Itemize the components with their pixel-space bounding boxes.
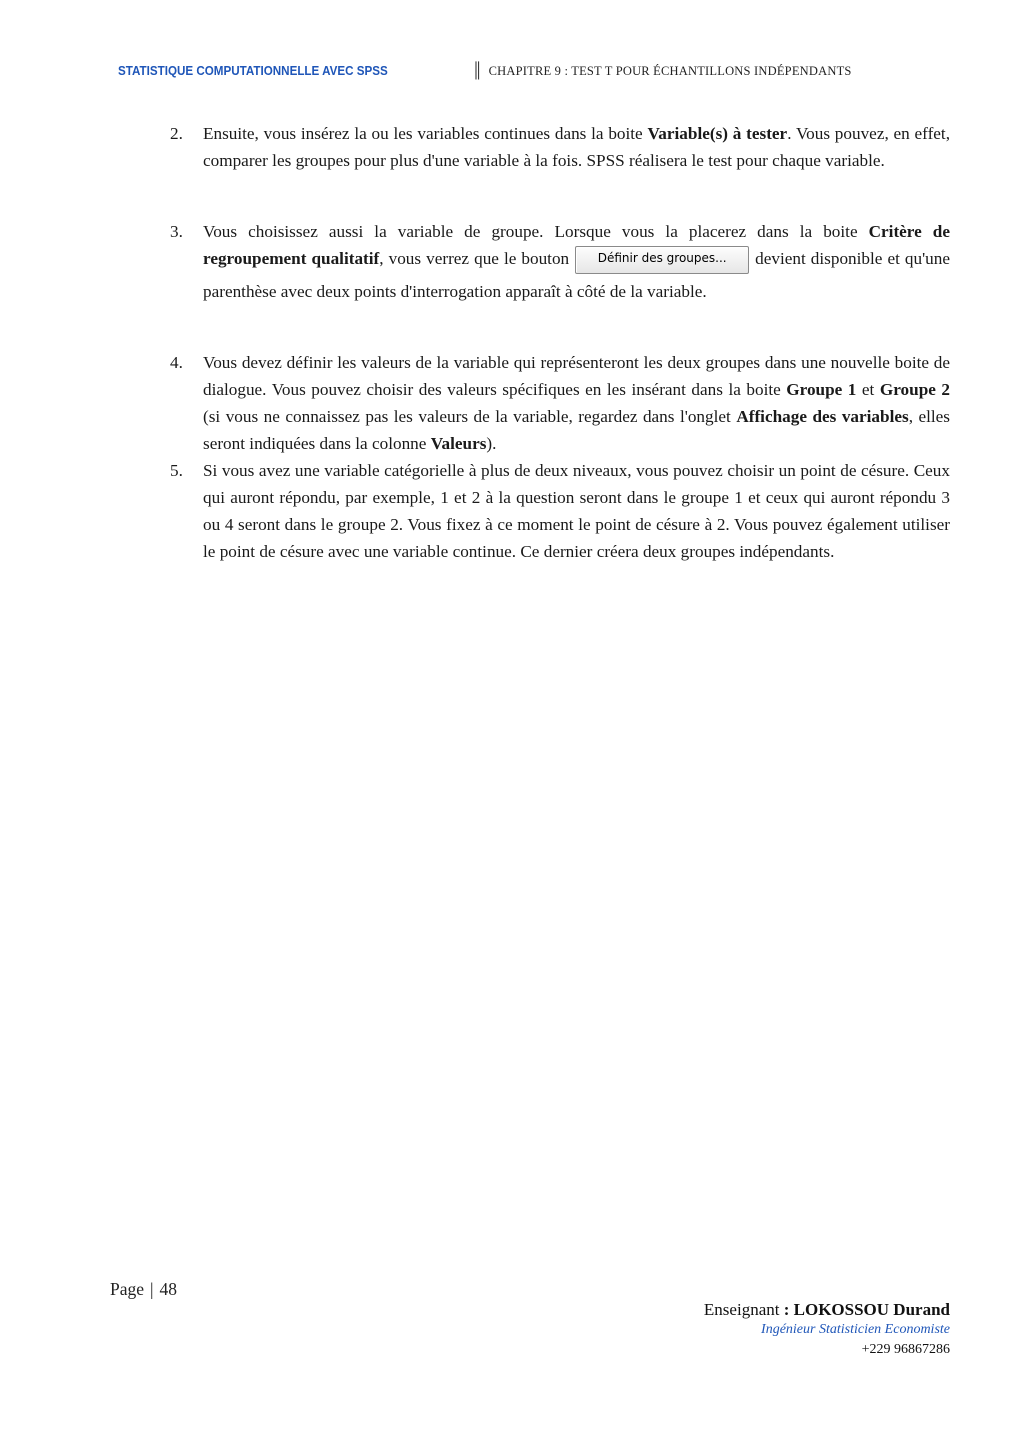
- chapter-title: CHAPITRE 9 : TEST T POUR ÉCHANTILLONS INDÉPENDANTS: [488, 63, 852, 78]
- bold-term: Groupe 2: [879, 380, 950, 399]
- page-separator: |: [150, 1279, 154, 1299]
- item-text: [203, 218, 950, 305]
- bold-term: Affichage des variables: [736, 407, 909, 426]
- define-groups-button[interactable]: Définir des groupes...: [575, 246, 749, 274]
- list-item-3: [170, 218, 950, 305]
- text-run: Vous choisissez aussi la variable de groupe. Lorsque vous la placerez dans la boite: [203, 222, 869, 241]
- main-content: [170, 120, 950, 565]
- item-number: 5.: [170, 461, 183, 480]
- text-run: (si vous ne connaissez pas les valeurs de la variable, regardez dans l'onglet: [203, 407, 737, 426]
- item-number: 4.: [170, 353, 183, 372]
- list-item-4: [170, 349, 950, 457]
- bold-term: Variable(s) à tester: [647, 124, 788, 143]
- page-header: [118, 60, 908, 82]
- bold-term: Critère de regroupement qualitatif: [203, 222, 950, 268]
- teacher-colon: :: [779, 1300, 794, 1319]
- teacher-phone: +229 96867286: [861, 1342, 950, 1357]
- item-number: 3.: [170, 222, 183, 241]
- text-run: ).: [486, 434, 497, 453]
- header-separator: ║: [472, 62, 483, 79]
- page-label: Page: [110, 1279, 145, 1299]
- item-text: [203, 120, 950, 174]
- text-run: Ensuite, vous insérez la ou les variables continues dans la boite: [203, 124, 648, 143]
- text-run: Si vous avez une variable catégorielle à plus de deux niveaux, vous pouvez choisir un point de césure. Ceux qui auront répondu, par exemple, 1 et 2 à la question seront dans le groupe 1 et ceux qui auront répondu 3 ou 4 seront dans le groupe 2. Vous fixez à ce moment le point de césure à 2. Vous pouvez également utiliser le point de césure avec une variable continue. Ce dernier créera deux groupes indépendants.: [203, 461, 950, 561]
- teacher-line: [704, 1300, 950, 1320]
- book-title: STATISTIQUE COMPUTATIONNELLE AVEC SPSS: [118, 64, 388, 78]
- teacher-title: Ingénieur Statisticien Economiste: [761, 1322, 950, 1337]
- page-number-footer: [110, 1279, 177, 1300]
- item-number: 2.: [170, 124, 183, 143]
- text-run: Vous devez définir les valeurs de la variable qui représenteront les deux groupes dans une nouvelle boite de dialogue. Vous pouvez choisir des valeurs spécifiques en les insérant dans la boite: [203, 353, 950, 399]
- text-run: devient disponible et qu'une parenthèse avec deux points d'interrogation apparaît à côté de la variable.: [203, 249, 950, 301]
- text-run: . Vous pouvez, en effet, comparer les groupes pour plus d'une variable à la fois. SPSS réalisera le test pour chaque variable.: [203, 124, 950, 170]
- item-text: [203, 457, 950, 565]
- text-run: , elles seront indiquées dans la colonne: [203, 407, 950, 453]
- item-text: [203, 349, 950, 457]
- text-run: et: [856, 380, 880, 399]
- teacher-label: Enseignant: [703, 1300, 780, 1319]
- author-signature: [704, 1300, 950, 1358]
- bold-term: Groupe 1: [786, 380, 857, 399]
- list-item-5: [170, 457, 950, 565]
- page-number: 48: [159, 1279, 178, 1299]
- teacher-name: LOKOSSOU Durand: [793, 1300, 950, 1319]
- text-run: , vous verrez que le bouton: [379, 249, 570, 268]
- list-item-2: [170, 120, 950, 174]
- bold-term: Valeurs: [430, 434, 487, 453]
